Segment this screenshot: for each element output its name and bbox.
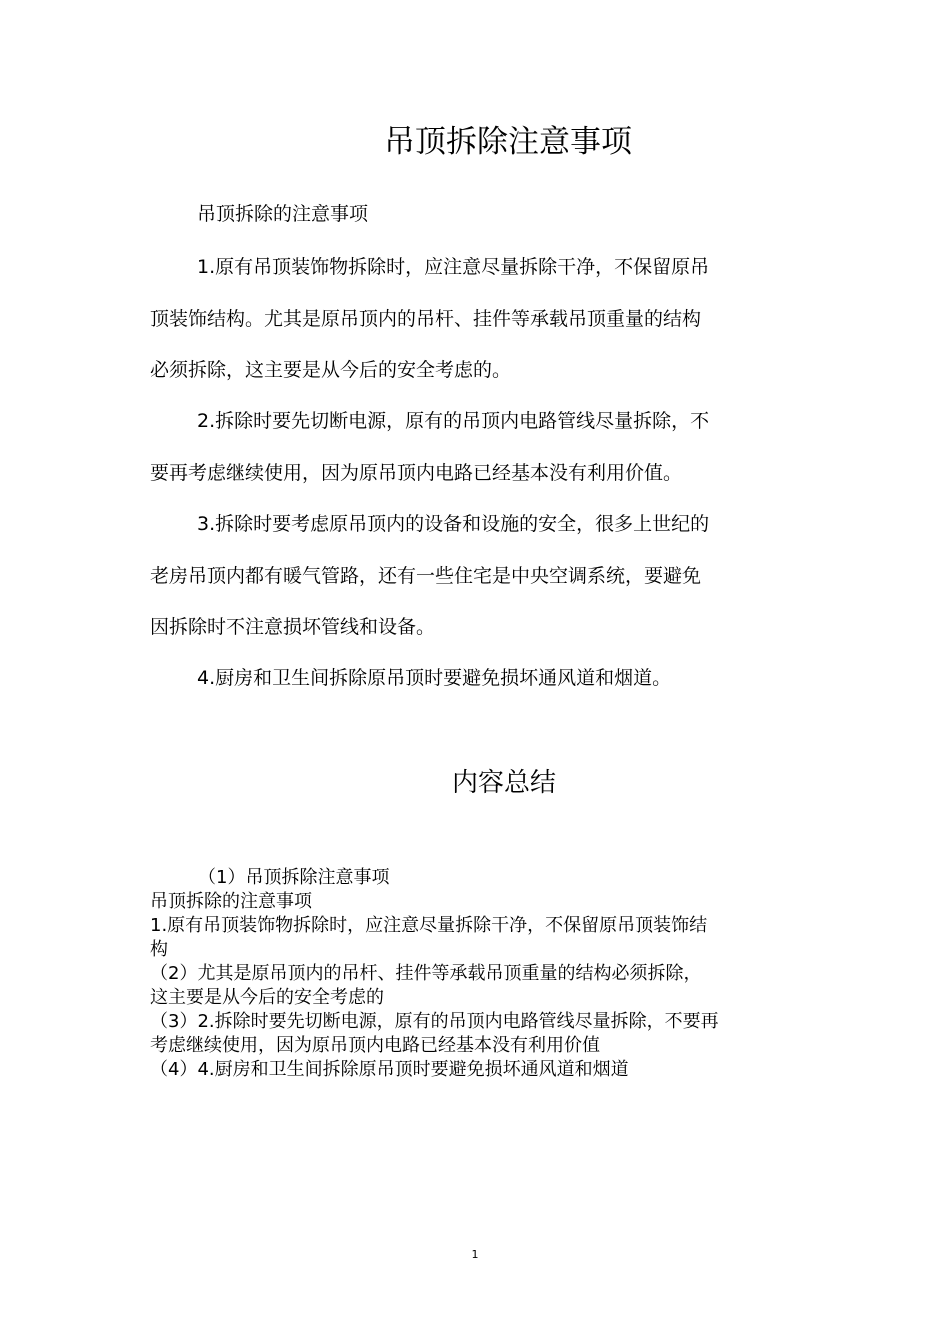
summary-line: （1）吊顶拆除注意事项	[198, 867, 390, 888]
summary-line: （4）4.厨房和卫生间拆除原吊顶时要避免损坏通风道和烟道	[150, 1059, 629, 1080]
paragraph-3-line-2: 老房吊顶内都有暖气管路，还有一些住宅是中央空调系统，要避免	[150, 565, 702, 587]
paragraph-1-line-2: 顶装饰结构。尤其是原吊顶内的吊杆、挂件等承载吊顶重量的结构	[150, 308, 702, 330]
page-number: 1	[471, 1248, 479, 1261]
paragraph-1-line-3: 必须拆除，这主要是从今后的安全考虑的。	[150, 359, 512, 381]
paragraph-1-line-1: 1.原有吊顶装饰物拆除时，应注意尽量拆除干净，不保留原吊	[197, 256, 710, 278]
summary-line: （3）2.拆除时要先切断电源，原有的吊顶内电路管线尽量拆除，不要再	[150, 1011, 719, 1032]
paragraph-4-line-1: 4.厨房和卫生间拆除原吊顶时要避免损坏通风道和烟道。	[197, 667, 672, 689]
page-title: 吊顶拆除注意事项	[384, 124, 632, 160]
paragraph-3-line-3: 因拆除时不注意损坏管线和设备。	[150, 616, 436, 638]
summary-line: 吊顶拆除的注意事项	[150, 891, 312, 912]
summary-line: 这主要是从今后的安全考虑的	[150, 987, 384, 1008]
paragraph-2-line-1: 2.拆除时要先切断电源，原有的吊顶内电路管线尽量拆除，不	[197, 410, 710, 432]
summary-line: 构	[150, 939, 168, 960]
section-subtitle: 吊顶拆除的注意事项	[197, 203, 369, 225]
summary-line: 1.原有吊顶装饰物拆除时，应注意尽量拆除干净，不保留原吊顶装饰结	[150, 915, 708, 936]
summary-title: 内容总结	[451, 768, 556, 798]
summary-line: （2）尤其是原吊顶内的吊杆、挂件等承载吊顶重量的结构必须拆除，	[150, 963, 702, 984]
paragraph-3-line-1: 3.拆除时要考虑原吊顶内的设备和设施的安全，很多上世纪的	[197, 513, 710, 535]
paragraph-2-line-2: 要再考虑继续使用，因为原吊顶内电路已经基本没有利用价值。	[150, 462, 683, 484]
summary-line: 考虑继续使用，因为原吊顶内电路已经基本没有利用价值	[150, 1035, 600, 1056]
